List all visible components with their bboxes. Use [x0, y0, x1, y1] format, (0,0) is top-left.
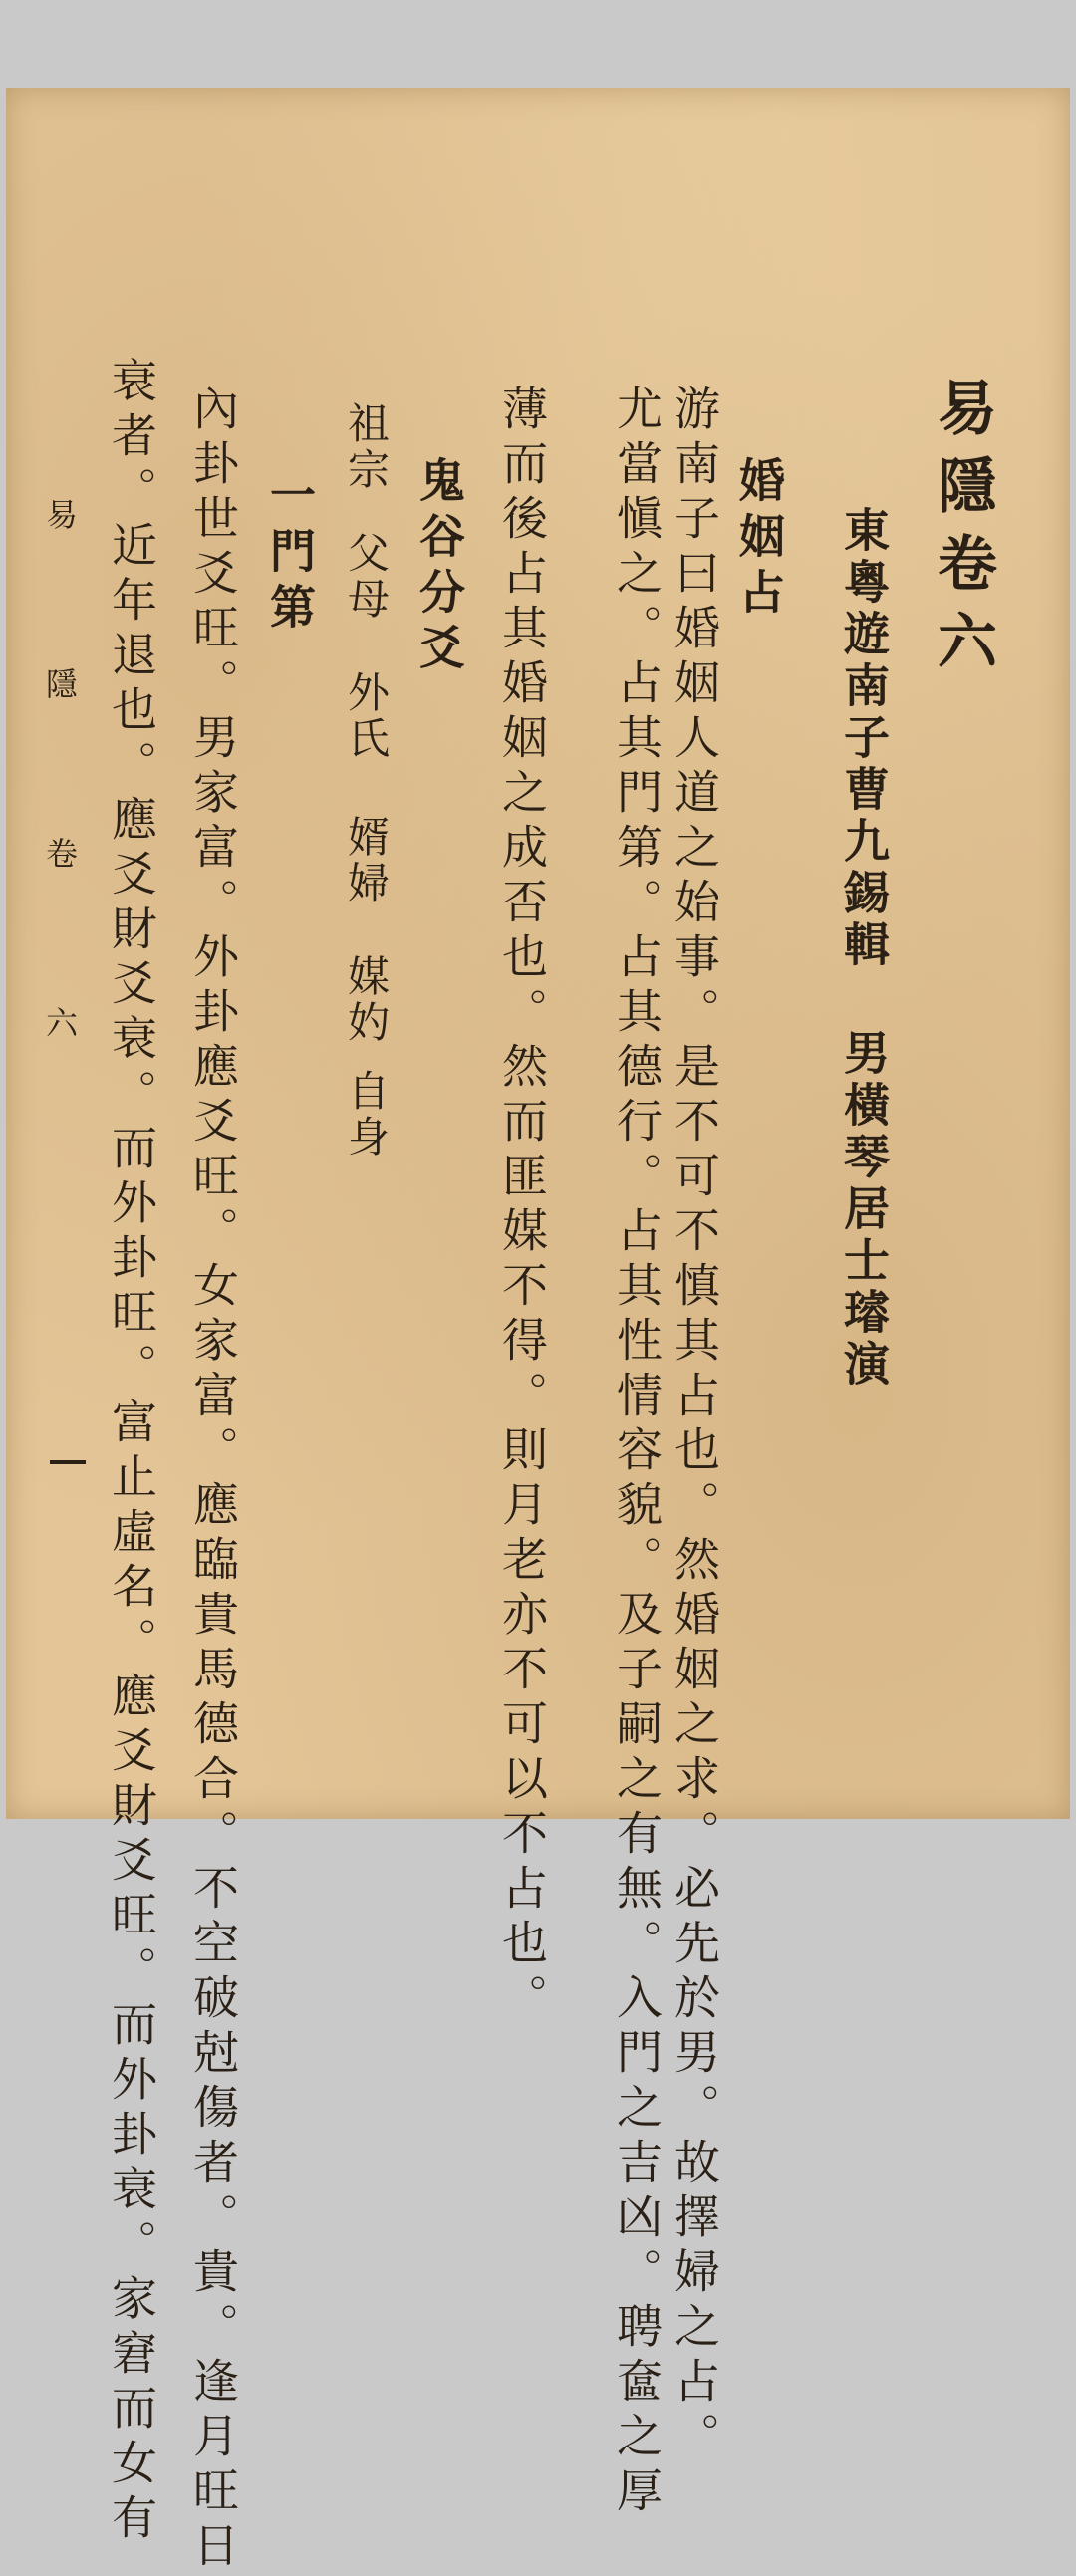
role-label: 祖宗 — [342, 401, 391, 493]
item-line-2: 衰者。近年退也。應爻財爻衰。而外卦旺。富止虛名。應爻財爻旺。而外卦衰。家窘而女有 — [105, 357, 158, 2548]
role-label: 自身 — [342, 1069, 391, 1160]
paragraph-line-2: 尤當愼之。占其門第。占其德行。占其性情容貌。及子嗣之有無。入門之吉凶。聘奩之厚 — [610, 385, 664, 2521]
role-label: 外氏 — [342, 670, 391, 762]
paragraph-line-3: 薄而後占其婚姻之成否也。然而匪媒不得。則月老亦不可以不占也。 — [495, 385, 549, 2028]
running-head: 易 隱 卷 六 — [41, 498, 79, 1088]
byline-editor: 東粵遊南子曹九錫輯 — [837, 506, 891, 972]
role-label: 婿婦 — [342, 815, 391, 906]
item-line-1: 內卦世爻旺。男家富。外卦應爻旺。女家富。應臨貴馬德合。不空破尅傷者。貴。逢月旺日 — [186, 385, 240, 2576]
page-number — [50, 1460, 86, 1464]
item-heading: 一門第 — [263, 471, 317, 639]
page-title: 易隱卷六 — [928, 377, 997, 687]
role-label: 媒妁 — [342, 954, 391, 1046]
sub-heading: 鬼谷分爻 — [412, 456, 466, 679]
paragraph-line-1: 游南子曰婚姻人道之始事。是不可不慎其占也。然婚姻之求。必先於男。故擇婦之占。 — [668, 385, 721, 2466]
role-label: 父母 — [342, 531, 391, 623]
byline-commentator: 男橫琴居士璿演 — [837, 1029, 891, 1392]
page-number-text — [50, 1432, 51, 1433]
section-heading: 婚姻占 — [732, 456, 786, 624]
book-page — [6, 88, 1070, 2576]
